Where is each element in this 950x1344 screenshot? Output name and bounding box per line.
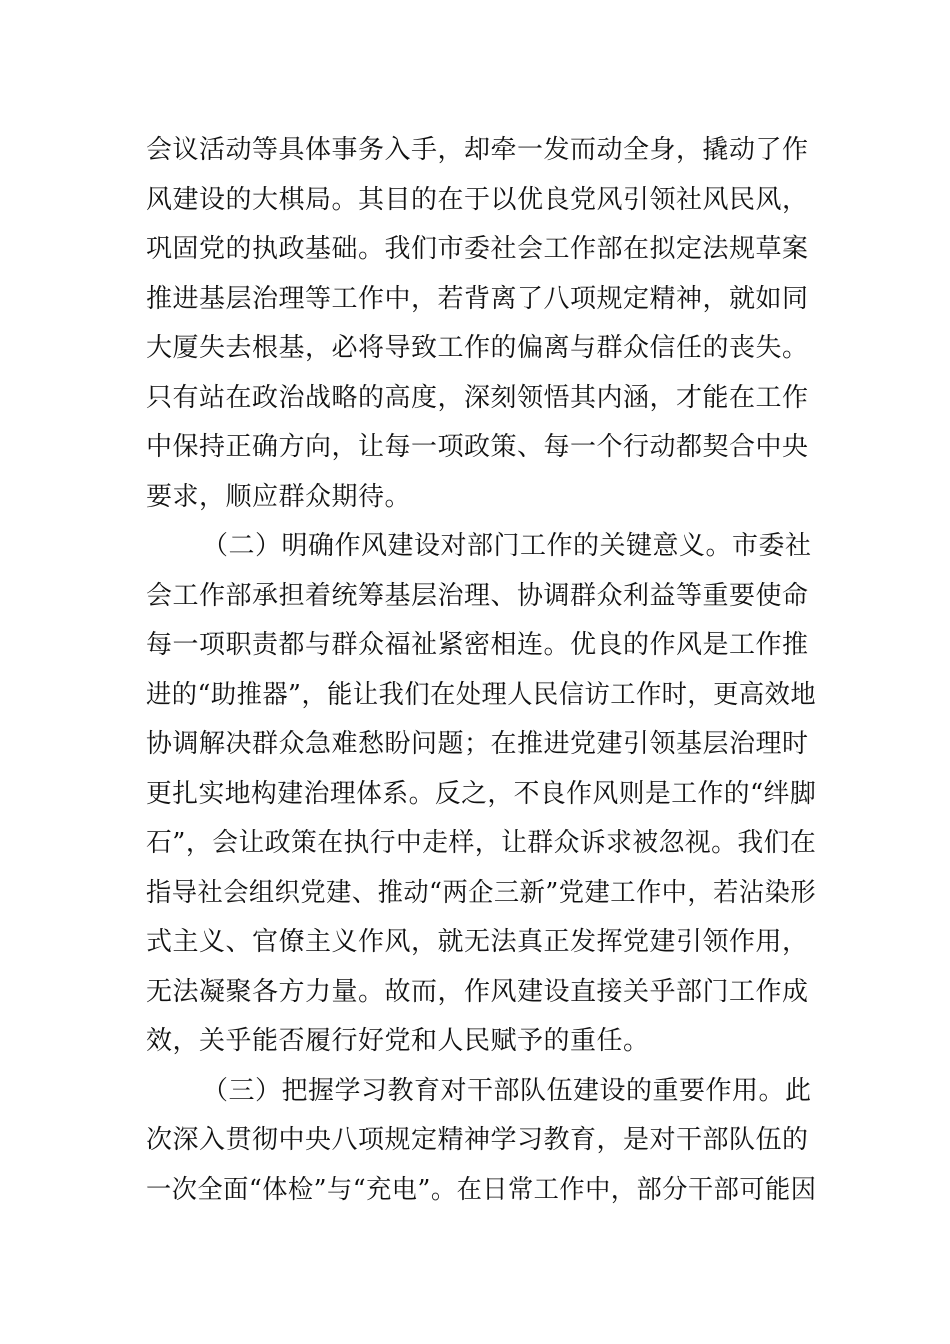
text-line: 更扎实地构建治理体系。反之，不良作风则是工作的“绊脚 — [146, 778, 817, 809]
text-line: 式主义、官僚主义作风，就无法真正发挥党建引领作用， — [146, 927, 809, 957]
text-line: 巩固党的执政基础。我们市委社会工作部在拟定法规草案 — [146, 234, 809, 264]
text-line: 风建设的大棋局。其目的在于以优良党风引领社风民风， — [146, 184, 809, 215]
text-line: 大厦失去根基，必将导致工作的偏离与群众信任的丧失。 — [146, 333, 809, 363]
text-line: 效，关乎能否履行好党和人民赋予的重任。 — [146, 1026, 650, 1056]
text-line: 会工作部承担着统筹基层治理、协调群众利益等重要使命 — [146, 580, 809, 611]
text-line: 中保持正确方向，让每一项政策、每一个行动都契合中央 — [146, 432, 809, 462]
text-line: 只有站在政治战略的高度，深刻领悟其内涵，才能在工作 — [146, 382, 809, 413]
text-line: 会议活动等具体事务入手，却牵一发而动全身，撬动了作 — [146, 135, 809, 165]
text-line: 要求，顺应群众期待。 — [146, 481, 412, 512]
text-line: 无法凝聚各方力量。故而，作风建设直接关乎部门工作成 — [146, 976, 809, 1007]
document-body — [146, 126, 816, 1215]
text-line: 协调解决群众急难愁盼问题；在推进党建引领基层治理时 — [146, 729, 809, 759]
text-line: 每一项职责都与群众福祉紧密相连。优良的作风是工作推 — [146, 630, 809, 660]
text-line: 石”，会让政策在执行中走样，让群众诉求被忽视。我们在 — [146, 828, 817, 858]
text-line: 次深入贯彻中央八项规定精神学习教育，是对干部队伍的 — [146, 1125, 809, 1155]
section-heading-line: （二）明确作风建设对部门工作的关键意义。市委社 — [202, 531, 812, 561]
text-line: 一次全面“体检”与“充电”。在日常工作中，部分干部可能因 — [146, 1174, 817, 1205]
text-line: 指导社会组织党建、推动“两企三新”党建工作中，若沾染形 — [146, 877, 817, 908]
section-heading-line: （三）把握学习教育对干部队伍建设的重要作用。此 — [202, 1075, 812, 1106]
text-line: 推进基层治理等工作中，若背离了八项规定精神，就如同 — [146, 283, 809, 314]
text-line: 进的“助推器”，能让我们在处理人民信访工作时，更高效地 — [146, 679, 817, 710]
